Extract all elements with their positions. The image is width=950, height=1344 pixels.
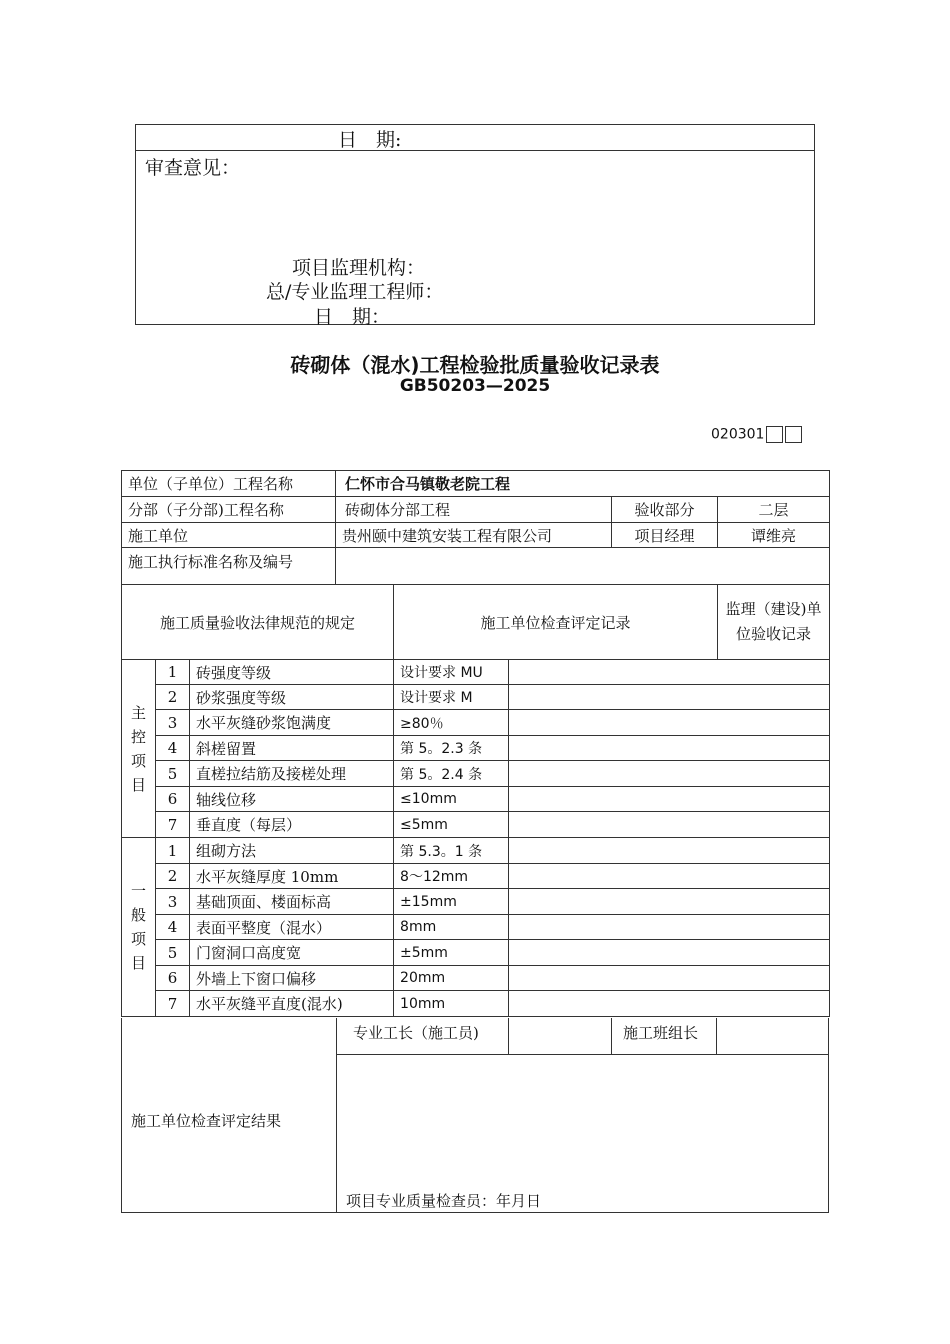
item-name: 表面平整度（混水） [190, 915, 394, 940]
standard-value[interactable] [336, 548, 830, 585]
subproject-label: 分部（子分部)工程名称 [122, 497, 336, 523]
form-code-box-1[interactable] [766, 426, 783, 443]
item-number: 7 [156, 991, 190, 1017]
form-code [711, 426, 802, 443]
main-control-item-row [122, 660, 830, 685]
item-requirement: 8～12mm [394, 864, 509, 889]
contractor-record-cell[interactable] [509, 812, 830, 838]
item-name: 水平灰缝砂浆饱满度 [190, 710, 394, 736]
general-group-label-char: 般 [130, 906, 146, 924]
contractor-record-cell[interactable] [509, 966, 830, 991]
contractor-record-cell[interactable] [509, 915, 830, 940]
contractor-record-cell[interactable] [509, 787, 830, 812]
form-code-number: 020301 [711, 426, 765, 443]
contractor-record-cell[interactable] [509, 710, 830, 736]
review-date-bottom: 日 期： [314, 306, 391, 328]
item-requirement: 10mm [394, 991, 509, 1017]
general-item-row [122, 915, 830, 940]
main-control-group-label [122, 660, 156, 838]
column-header-row [122, 585, 830, 660]
general-item-row [122, 940, 830, 966]
item-number: 2 [156, 685, 190, 710]
item-requirement: 第 5。2.4 条 [394, 761, 509, 787]
item-name: 外墙上下窗口偏移 [190, 966, 394, 991]
item-name: 砂浆强度等级 [190, 685, 394, 710]
general-group-label-char: 目 [130, 954, 146, 972]
general-group-label-char: 一 [130, 882, 146, 900]
contractor-record-cell[interactable] [509, 838, 830, 864]
item-name: 组砌方法 [190, 838, 394, 864]
team-leader-label: 施工班组长 [623, 1024, 699, 1042]
acceptance-table [121, 470, 830, 1017]
item-name: 垂直度（每层） [190, 812, 394, 838]
main-control-item-row [122, 710, 830, 736]
main-control-item-row [122, 812, 830, 838]
review-opinion-label: 审查意见： [145, 157, 241, 179]
chief-engineer-label: 总/专业监理工程师： [266, 281, 444, 303]
item-name: 轴线位移 [190, 787, 394, 812]
contractor-record-cell[interactable] [509, 761, 830, 787]
supervisor-record-header: 监理（建设)单位验收记录 [718, 585, 830, 660]
subproject-value: 砖砌体分部工程 [336, 497, 612, 523]
contractor-value: 贵州颐中建筑安装工程有限公司 [336, 523, 612, 548]
header-row-standard [122, 548, 830, 585]
contractor-record-cell[interactable] [509, 660, 830, 685]
item-number: 6 [156, 787, 190, 812]
item-requirement: 20mm [394, 966, 509, 991]
review-box-divider [136, 150, 814, 151]
item-requirement: 8mm [394, 915, 509, 940]
item-requirement: ≤5mm [394, 812, 509, 838]
acceptance-part-label: 验收部分 [612, 497, 718, 523]
review-box [135, 124, 815, 328]
main-control-group-label-char: 主 [130, 703, 146, 722]
acceptance-part-value: 二层 [718, 497, 830, 523]
supervision-org-label: 项目监理机构： [292, 257, 426, 279]
standard-code: GB50203—2025 [399, 376, 551, 396]
item-name: 砖强度等级 [190, 660, 394, 685]
header-row-project [122, 471, 830, 497]
manager-label: 项目经理 [612, 523, 718, 548]
item-requirement: 设计要求 MU [394, 660, 509, 685]
result-label: 施工单位检查评定结果 [131, 1112, 282, 1130]
item-number: 5 [156, 761, 190, 787]
general-item-row [122, 966, 830, 991]
general-item-row [122, 864, 830, 889]
item-requirement: 第 5。2.3 条 [394, 736, 509, 761]
main-control-group-label-char: 控 [130, 727, 146, 746]
item-name: 水平灰缝平直度(混水) [190, 991, 394, 1017]
contractor-record-cell[interactable] [509, 864, 830, 889]
page-title: 砖砌体（混水)工程检验批质量验收记录表 [290, 353, 660, 377]
item-number: 2 [156, 864, 190, 889]
item-number: 1 [156, 660, 190, 685]
spec-column-header: 施工质量验收法律规范的规定 [122, 585, 394, 660]
item-number: 4 [156, 915, 190, 940]
item-requirement: ±5mm [394, 940, 509, 966]
inspector-label: 项目专业质量检查员：年月日 [346, 1192, 542, 1210]
item-requirement: ≤10mm [394, 787, 509, 812]
item-name: 直槎拉结筋及接槎处理 [190, 761, 394, 787]
form-code-box-2[interactable] [785, 426, 802, 443]
item-number: 6 [156, 966, 190, 991]
item-requirement: 设计要求 M [394, 685, 509, 710]
footer-section [121, 1018, 829, 1213]
review-date-top: 日 期: [338, 129, 402, 151]
general-item-row [122, 838, 830, 864]
contractor-record-cell[interactable] [509, 991, 830, 1017]
manager-value: 谭维亮 [718, 523, 830, 548]
contractor-record-cell[interactable] [509, 889, 830, 915]
item-number: 4 [156, 736, 190, 761]
item-requirement: ≥80％ [394, 710, 509, 736]
general-group-label [122, 838, 156, 1017]
item-requirement: ±15mm [394, 889, 509, 915]
header-row-subproject [122, 497, 830, 523]
header-row-contractor [122, 523, 830, 548]
item-number: 7 [156, 812, 190, 838]
main-control-item-row [122, 736, 830, 761]
item-number: 1 [156, 838, 190, 864]
main-control-item-row [122, 787, 830, 812]
contractor-record-cell[interactable] [509, 685, 830, 710]
main-control-item-row [122, 761, 830, 787]
project-name-value: 仁怀市合马镇敬老院工程 [336, 471, 830, 497]
contractor-label: 施工单位 [122, 523, 336, 548]
item-name: 门窗洞口高度宽 [190, 940, 394, 966]
general-item-row [122, 889, 830, 915]
item-requirement: 第 5.3。1 条 [394, 838, 509, 864]
contractor-record-cell[interactable] [509, 736, 830, 761]
foreman-label: 专业工长（施工员) [353, 1024, 479, 1042]
contractor-record-header: 施工单位检查评定记录 [394, 585, 718, 660]
general-item-row [122, 991, 830, 1017]
contractor-record-cell[interactable] [509, 940, 830, 966]
project-name-label: 单位（子单位）工程名称 [122, 471, 336, 497]
general-group-label-char: 项 [130, 930, 146, 948]
item-number: 5 [156, 940, 190, 966]
main-control-group-label-char: 目 [130, 775, 146, 794]
main-control-item-row [122, 685, 830, 710]
item-name: 水平灰缝厚度 10mm [190, 864, 394, 889]
item-name: 斜槎留置 [190, 736, 394, 761]
item-name: 基础顶面、楼面标高 [190, 889, 394, 915]
standard-label: 施工执行标准名称及编号 [122, 548, 336, 585]
item-number: 3 [156, 710, 190, 736]
item-number: 3 [156, 889, 190, 915]
main-control-group-label-char: 项 [130, 751, 146, 770]
